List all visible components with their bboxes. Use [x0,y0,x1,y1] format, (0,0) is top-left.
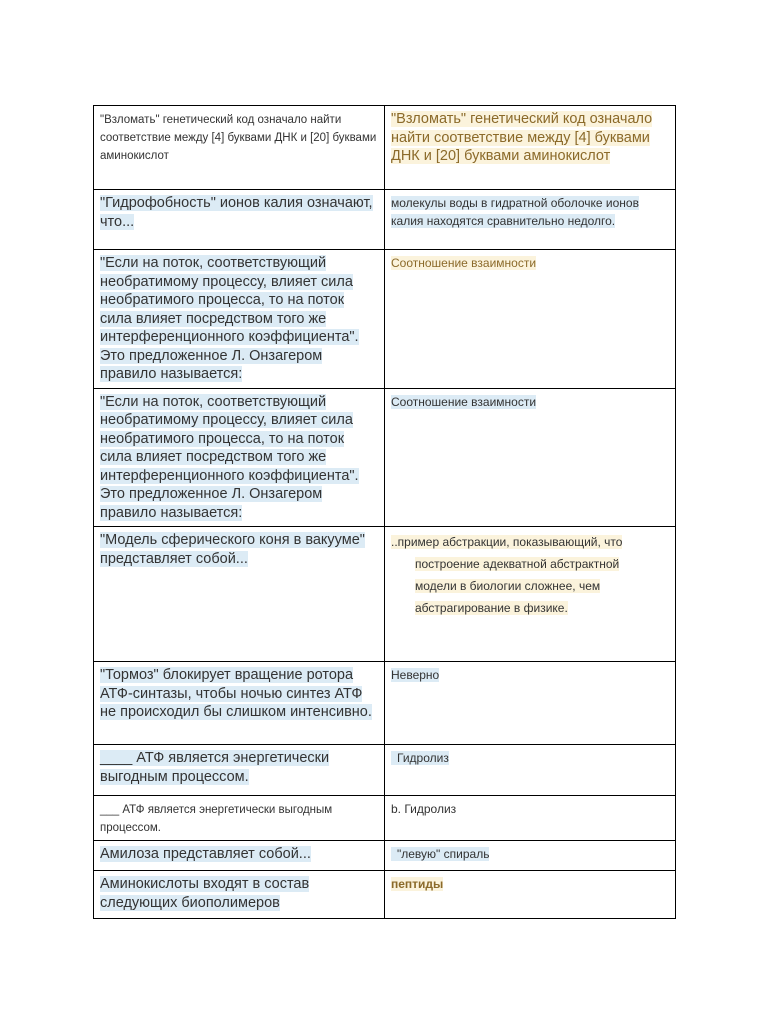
question-cell [94,527,385,662]
question-text: "Взломать" генетический код означало найти соответствие между [4] буквами ДНК и [20] буквами аминокислот [100,114,377,162]
table-row [94,250,676,389]
answer-text: пептиды [391,877,444,891]
table-row [94,662,676,745]
table-row [94,871,676,919]
question-cell [94,190,385,250]
table-row [94,841,676,871]
answer-text: b. Гидролиз [391,802,457,816]
question-text: Аминокислоты входят в состав следующих биополимеров [100,876,310,911]
answer-text: Неверно [391,668,440,682]
table-row [94,527,676,662]
question-text: "Тормоз" блокирует вращение ротора АТФ-синтазы, чтобы ночью синтез АТФ не происходил бы слишком интенсивно. [100,667,372,720]
answer-line: построение адекватной абстрактной [415,557,620,571]
answer-line: абстрагирование в физике. [415,601,568,615]
answer-cell [385,871,676,919]
answer-text: "Взломать" генетический код означало найти соответствие между [4] буквами ДНК и [20] буквами аминокислот [391,111,653,164]
table-row [94,745,676,796]
answer-cell [385,841,676,871]
answer-text: Соотношение взаимности [391,394,537,409]
qa-table [93,105,676,919]
question-text: ___ АТФ является энергетически выгодным процессом. [100,804,333,834]
answer-cell [385,106,676,190]
question-text: "Если на поток, соответствующий необратимому процессу, влияет сила необратимого процесса, то на поток сила влияет посредством того же интерференционного коэффициента". Это предложенное Л. Онзагером правило называется: [100,393,359,521]
question-cell [94,662,385,745]
answer-cell [385,190,676,250]
question-cell [94,388,385,527]
question-cell [94,745,385,796]
answer-text: Соотношение взаимности [391,256,537,270]
answer-cell [385,662,676,745]
answer-line: ..пример абстракции, показывающий, что [391,535,623,549]
answer-text: Гидролиз [391,751,449,765]
table-row [94,190,676,250]
answer-text: молекулы воды в гидратной оболочке ионов калия находятся сравнительно недолго. [391,196,639,228]
table-row [94,106,676,190]
answer-cell [385,527,676,662]
question-cell [94,106,385,190]
table-row [94,796,676,841]
answer-cell [385,388,676,527]
question-text: Амилоза представляет собой... [100,846,311,862]
answer-text: "левую" спираль [391,847,489,861]
question-cell [94,841,385,871]
question-text: ____ АТФ является энергетически выгодным процессом. [100,750,330,785]
table-row [94,388,676,527]
question-cell [94,796,385,841]
answer-cell [385,745,676,796]
question-text: "Если на поток, соответствующий необратимому процессу, влияет сила необратимого процесса, то на поток сила влияет посредством того же интерференционного коэффициента". Это предложенное Л. Онзагером правило называется: [100,255,359,382]
question-cell [94,250,385,389]
answer-cell [385,250,676,389]
question-cell [94,871,385,919]
question-text: "Модель сферического коня в вакууме" представляет собой... [100,532,365,567]
question-text: "Гидрофобность" ионов калия означают, что... [100,195,373,230]
answer-cell [385,796,676,841]
answer-line: модели в биологии сложнее, чем [415,579,601,593]
answer-text [391,531,669,619]
